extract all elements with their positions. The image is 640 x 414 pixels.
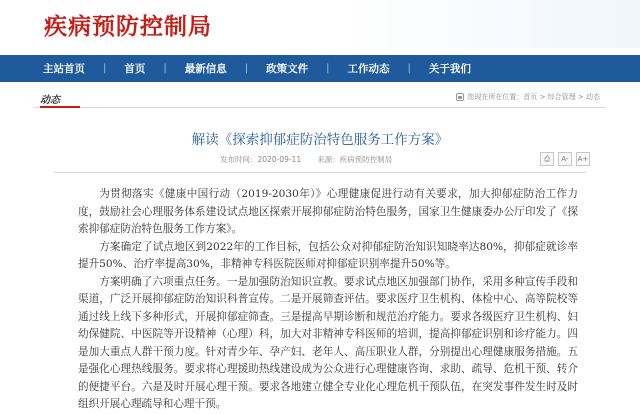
breadcrumb-text[interactable]: 您现在所在位置：首页 > 综合管理 > 动态 (467, 93, 600, 101)
nav-separator: | (103, 63, 107, 74)
nav-item-latest[interactable]: 最新信息 (184, 63, 227, 75)
nav-item-news[interactable]: 工作动态 (347, 63, 390, 75)
nav-separator: | (244, 63, 249, 74)
nav-separator: | (407, 63, 411, 74)
article-title: 解读《探索抑郁症防治特色服务工作方案》 (191, 132, 449, 148)
article-container (34, 108, 606, 414)
header-decoration (340, 0, 640, 48)
font-small-button[interactable]: A- (558, 152, 572, 166)
location-bar (34, 90, 606, 108)
article-tools (540, 152, 590, 166)
nav-item-policy[interactable]: 政策文件 (266, 63, 309, 75)
publish-date: 发布时间：2020-09-11 (220, 155, 302, 164)
site-header (0, 0, 640, 48)
nav-separator: | (163, 63, 167, 74)
site-title[interactable]: 疾病预防控制局 (44, 13, 212, 40)
article-source: 来源：疾病预防控制局 (317, 155, 393, 164)
article-paragraph: 方案明确了六项重点任务。一是加强防治知识宣教。要求试点地区加强部门协作，采用多种宣传手段和渠道，广泛开展抑郁症防治知识科普宣传。二是开展筛查评估。要求医疗卫生机构、体检中心、高等院校等通过线上线下多种形式，开展抑郁症筛查。三是提高早期诊断和规范治疗能力。要求各级医疗卫生机构、妇幼保健院、中医院等开设精神（心理）科，加大对非精神专科医师的培训，提高抑郁症识别和诊疗能力。四是加大重点人群干预力度。针对青少年、孕产妇、老年人、高压职业人群，分别提出心理健康服务措施。五是强化心理热线服务。要求将心理援助热线建设成为公众进行心理健康咨询、求助、疏导、危机干预、转介的便捷平台。六是及时开展心理干预。要求各地建立健全专业化心理危机干预队伍，在突发事件发生时及时组织开展心理疏导和心理干预。 (78, 275, 578, 410)
nav-item-home[interactable]: 首页 (124, 63, 146, 75)
section-label: 动态 (40, 91, 60, 106)
font-large-button[interactable]: A+ (576, 152, 590, 166)
article-meta (220, 154, 392, 165)
nav-separator: | (326, 63, 330, 74)
article-paragraph: 方案确定了试点地区到2022年的工作目标，包括公众对抑郁症防治知识知晓率达80%，抑郁症就诊率提升50%、治疗率提高30%，非精神专科医院医师对抑郁症识别率提升50%等。 (78, 240, 578, 270)
print-icon[interactable]: ⎙ (540, 152, 554, 166)
article-paragraph: 为贯彻落实《健康中国行动（2019-2030年）》心理健康促进行动有关要求，加大抑郁症防治工作力度，鼓励社会心理服务体系建设试点地区探索开展抑郁症防治特色服务，国家卫生健康委办公厅印发了《探索抑郁症防治特色服务工作方案》。 (78, 188, 578, 235)
nav-item-main-home[interactable]: 主站首页 (43, 63, 85, 75)
home-icon (456, 93, 464, 101)
title-divider (54, 172, 586, 173)
breadcrumb (456, 92, 600, 102)
main-nav (0, 55, 640, 82)
article-body (78, 186, 578, 414)
nav-item-about[interactable]: 关于我们 (428, 63, 471, 75)
